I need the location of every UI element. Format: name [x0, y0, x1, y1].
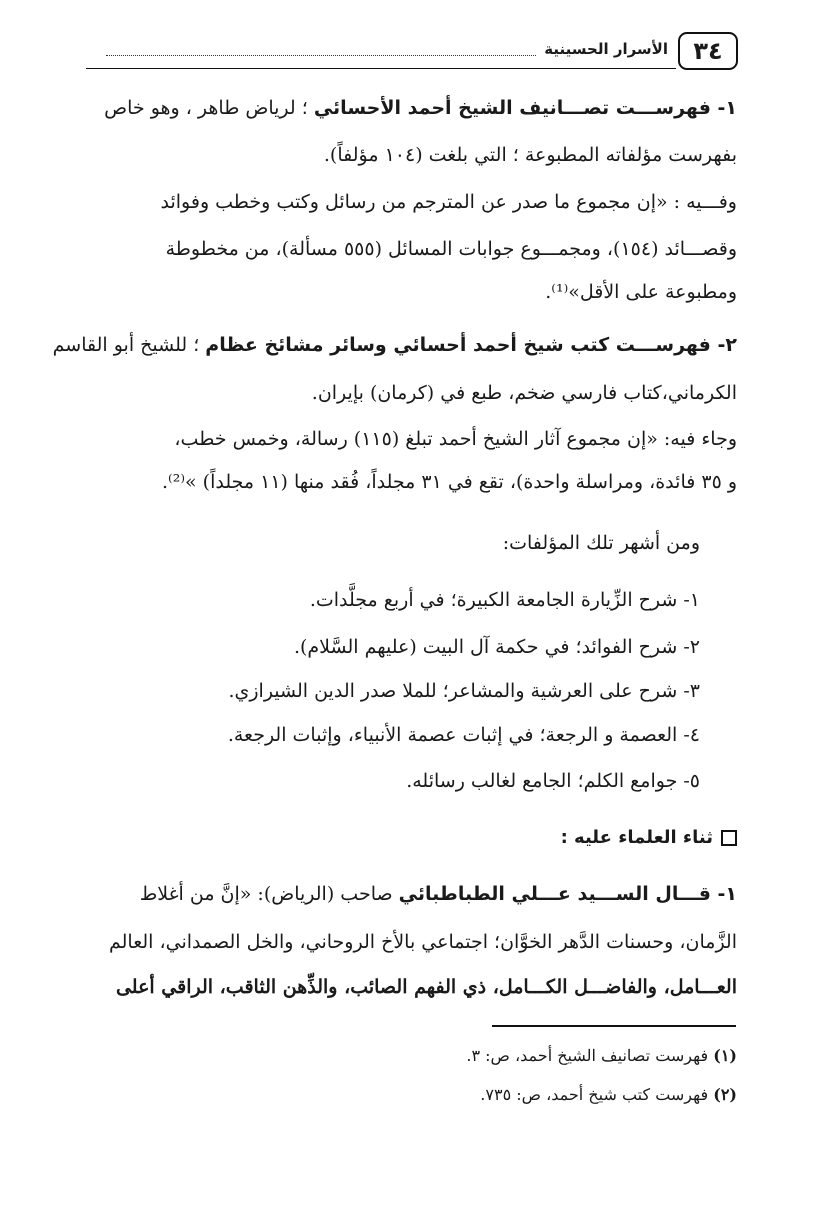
- footnote-text: فهرست تصانيف الشيخ أحمد، ص: ٣.: [466, 1046, 709, 1065]
- praise-line1: [92, 882, 737, 907]
- entry1-line4: وقصـــائد (١٥٤)، ومجمـــوع جوابات المسائل (٥٥٥ مسألة)، من مخطوطة: [165, 238, 737, 260]
- book-title: الأسرار الحسينية: [544, 40, 668, 58]
- entry2-line1: [52, 333, 737, 358]
- entry1-line1: [92, 96, 737, 121]
- footnote-separator: [492, 1025, 736, 1027]
- square-bullet-icon: [721, 830, 737, 846]
- entry2-heading: ٢- فهرســـت كتب شيخ أحمد أحسائي وسائر مشائخ عظام: [205, 334, 737, 356]
- entry1-heading-rest: ؛ لرياض طاهر ، وهو خاص: [104, 97, 308, 119]
- praise-line2: الزَّمان، وحسنات الدَّهر الخوَّان؛ اجتماعي بالأخ الروحاني، والخل الصمداني، العالم: [109, 931, 737, 953]
- praise-heading: ١- قـــال الســـيد عـــلي الطباطبائي: [398, 883, 737, 905]
- work-item-4: ٤- العصمة و الرجعة؛ في إثبات عصمة الأنبياء، وإثبات الرجعة.: [227, 724, 700, 746]
- footnote-1: [466, 1046, 737, 1065]
- entry2-line2: الكرماني،كتاب فارسي ضخم، طبع في (كرمان) بإيران.: [311, 382, 737, 404]
- praise-line3: العـــامل، والفاضـــل الكـــامل، ذي الفهم الصائب، والذِّهن الثاقب، الراقي أعلى: [115, 976, 737, 998]
- work-item-1: ١- شرح الزِّيارة الجامعة الكبيرة؛ في أربع مجلَّدات.: [309, 589, 700, 611]
- page-number: ٣٤: [678, 32, 738, 70]
- header-rule: [86, 68, 676, 69]
- entry2-line3: وجاء فيه: «إن مجموع آثار الشيخ أحمد تبلغ (١١٥) رسالة، وخمس خطب،: [174, 428, 737, 450]
- section-heading: [561, 827, 737, 848]
- work-item-3: ٣- شرح على العرشية والمشاعر؛ للملا صدر الدين الشيرازي.: [228, 680, 700, 702]
- section-title: ثناء العلماء عليه :: [560, 827, 713, 848]
- footnote-number: (١): [713, 1046, 737, 1065]
- work-item-5: ٥- جوامع الكلم؛ الجامع لغالب رسائله.: [406, 770, 700, 792]
- entry1-heading: ١- فهرســـت تصـــانيف الشيخ أحمد الأحسائي: [313, 97, 737, 119]
- entry2-heading-rest: ؛ للشيخ أبو القاسم: [52, 334, 200, 356]
- entry1-line5: ومطبوعة على الأقل»⁽¹⁾.: [545, 281, 737, 303]
- footnote-text: فهرست كتب شيخ أحمد، ص: ٧٣٥.: [480, 1085, 709, 1104]
- works-intro: ومن أشهر تلك المؤلفات:: [502, 532, 700, 554]
- work-item-2: ٢- شرح الفوائد؛ في حكمة آل البيت (عليهم السَّلام).: [293, 636, 700, 658]
- entry2-line4: و ٣٥ فائدة، ومراسلة واحدة)، تقع في ٣١ مجلداً، فُقد منها (١١ مجلداً) »⁽²⁾.: [162, 471, 737, 493]
- page-header: [86, 32, 738, 72]
- footnote-number: (٢): [713, 1085, 737, 1104]
- entry1-line3: وفـــيه : «إن مجموع ما صدر عن المترجم من رسائل وكتب وخطب وفوائد: [160, 191, 737, 213]
- leader-dots: [106, 43, 536, 56]
- footnote-2: [480, 1085, 737, 1104]
- praise-heading-rest: صاحب (الرياض): «إنَّ من أغلاط: [139, 883, 393, 905]
- entry1-line2: بفهرست مؤلفاته المطبوعة ؛ التي بلغت (١٠٤ مؤلفاً).: [323, 144, 737, 166]
- running-title: [98, 40, 738, 58]
